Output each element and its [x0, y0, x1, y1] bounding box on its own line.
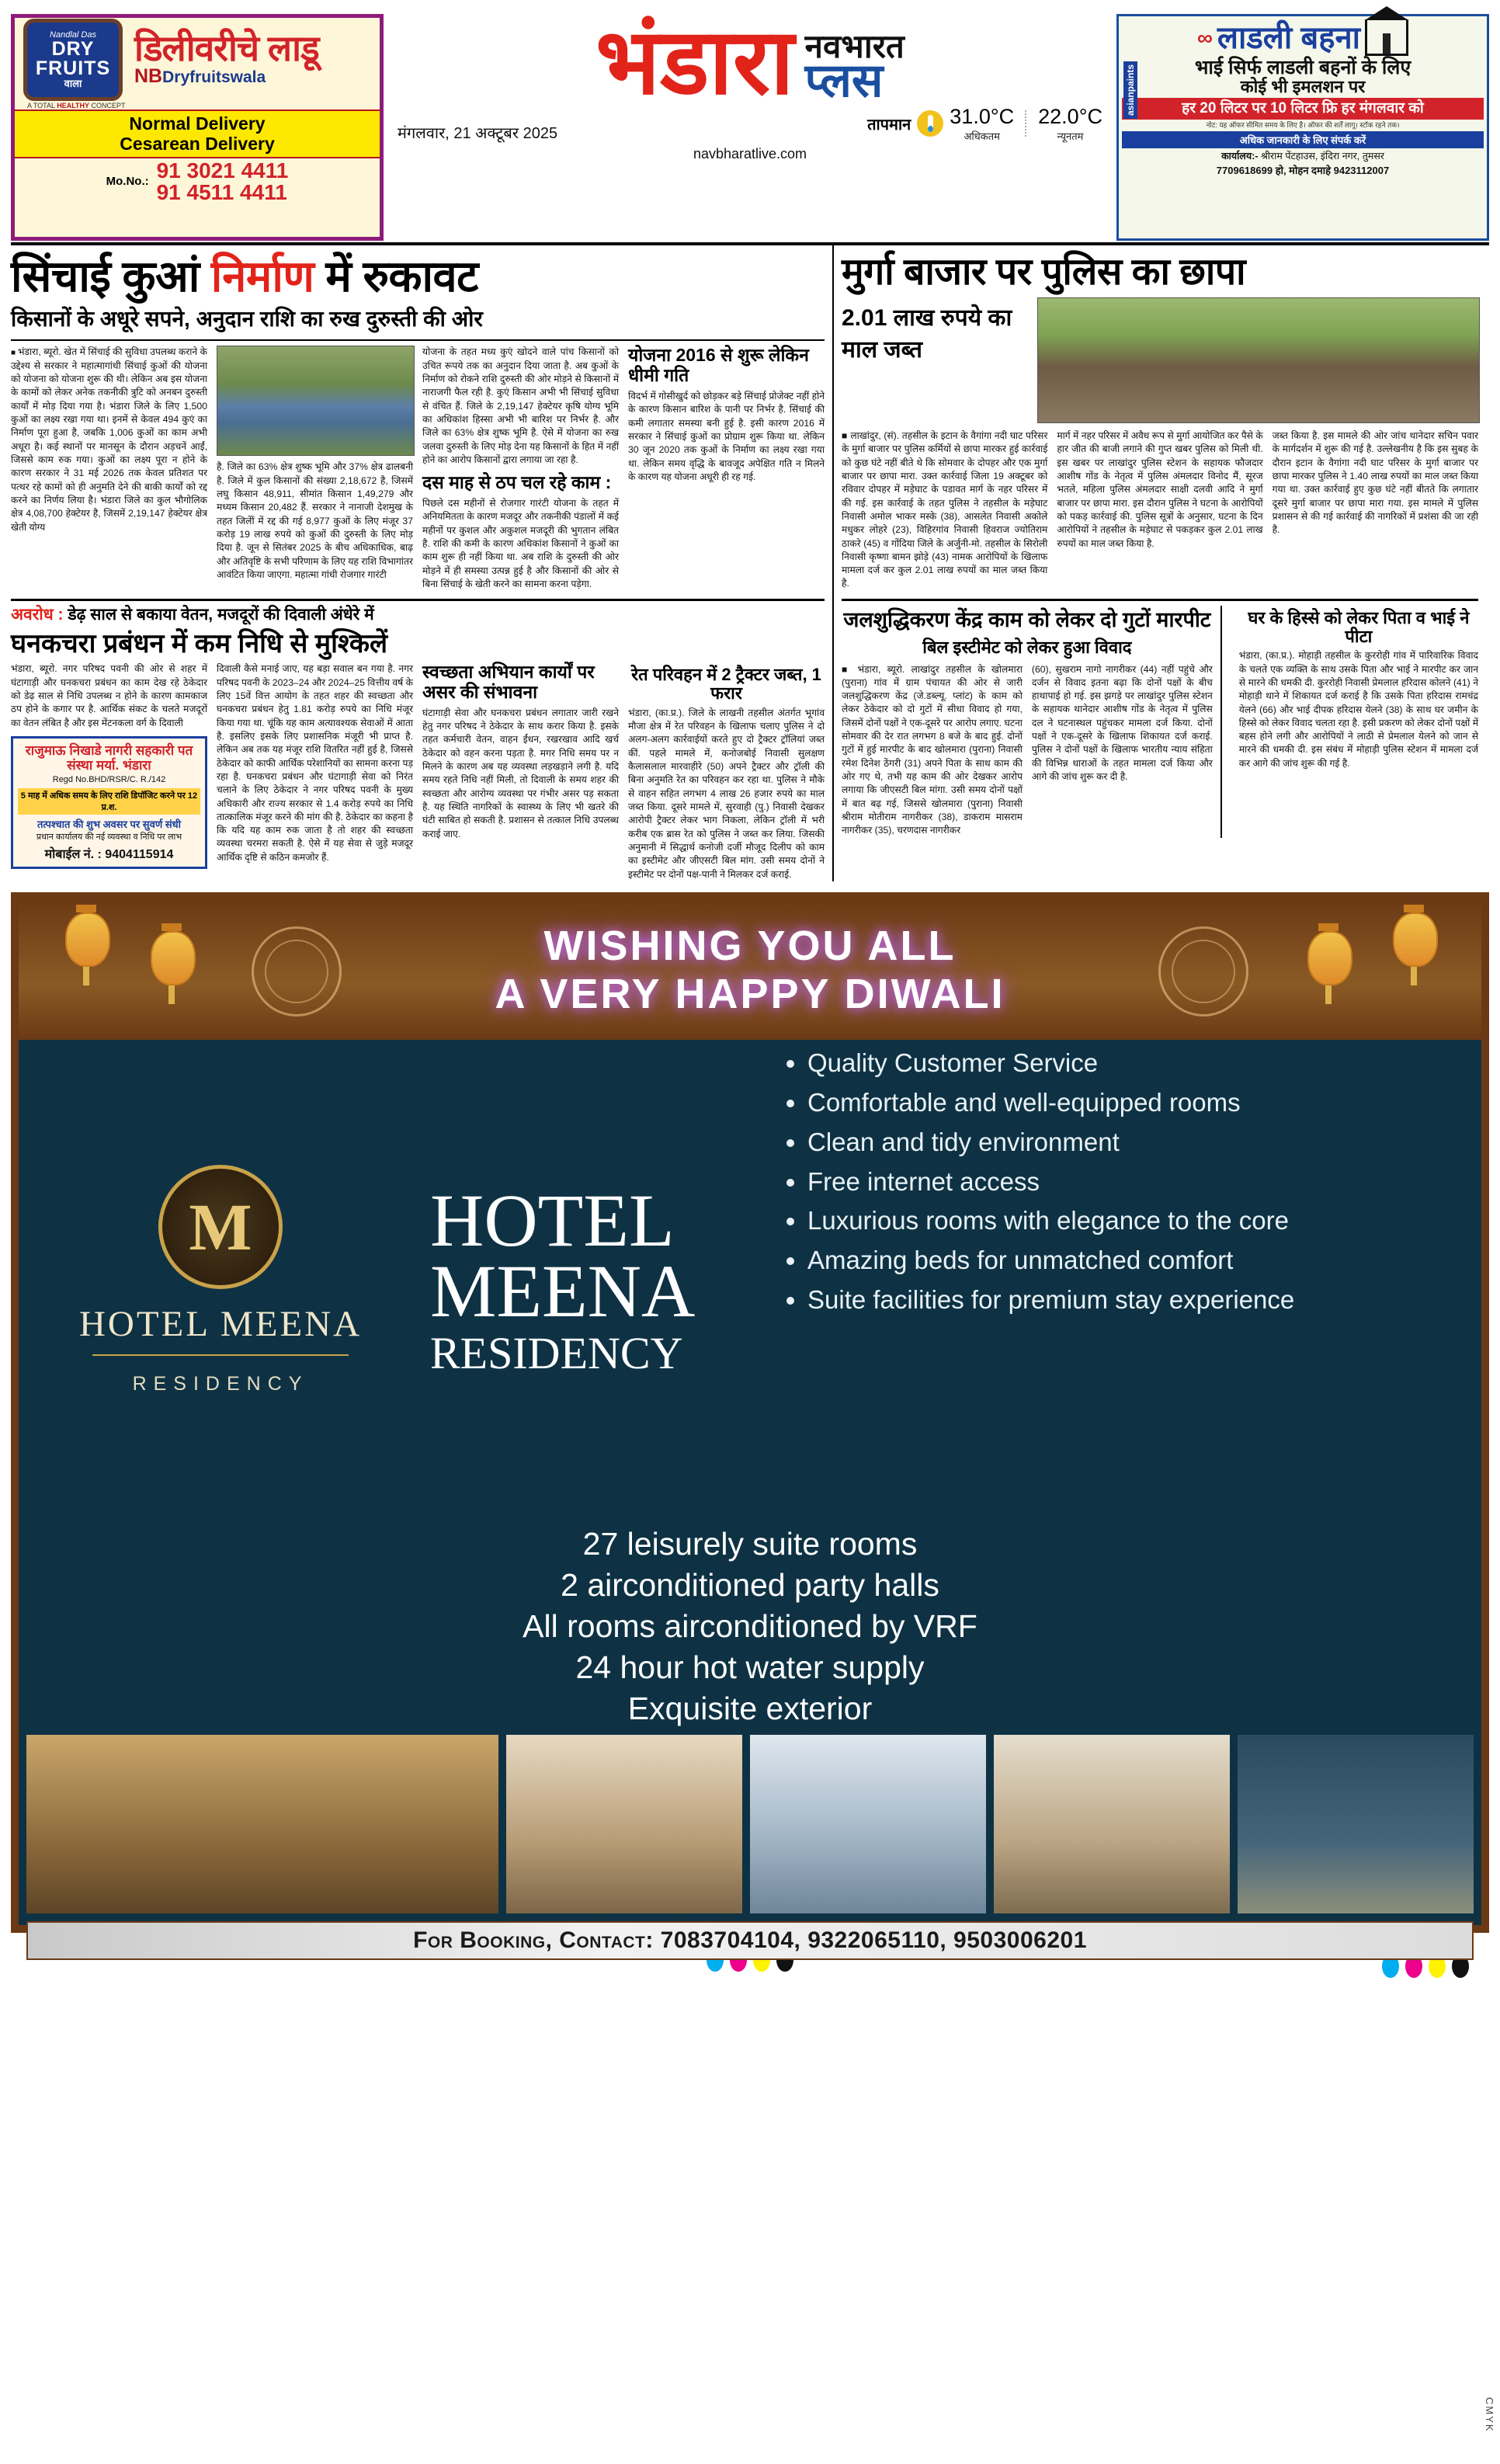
chicken-col-3 — [1273, 429, 1478, 591]
offer-line-2: Cesarean Delivery — [120, 134, 275, 155]
headline-highlight: निर्माण — [210, 252, 314, 301]
page-title: भंडारा — [595, 11, 794, 113]
ladli-line-1: भाई सिर्फ लाडली बहनों के लिए — [1194, 57, 1411, 78]
waste-box-title: स्वच्छता अभियान कार्यों पर असर की संभावना — [422, 662, 595, 702]
temperature-divider — [1025, 110, 1027, 137]
temperature-label: तापमान — [867, 116, 911, 134]
mandala-icon-right — [1158, 926, 1248, 1017]
patsanstha-phone-number[interactable]: 9404115914 — [105, 848, 174, 862]
feature-item: 24 hour hot water supply — [575, 1649, 925, 1685]
hotel-room-photo-1 — [506, 1735, 742, 1913]
patsanstha-line-1: 5 माह में अधिक समय के लिए राशि डिपॉजिट करने पर 12 प्र.श. — [18, 788, 200, 815]
lead-col-4 — [628, 346, 825, 591]
feature-item: All rooms airconditioned by VRF — [523, 1607, 977, 1644]
police-raid-photo — [1037, 297, 1480, 423]
ad-patsanstha[interactable] — [11, 736, 207, 870]
list-item: • Clean and tidy environment — [807, 1127, 1474, 1159]
ladli-title: लाडली बहना — [1217, 20, 1361, 55]
waste-col-3 — [422, 662, 619, 881]
masthead — [0, 0, 1500, 241]
concept-pre: A TOTAL — [27, 102, 57, 109]
list-item: • Free internet access — [807, 1166, 1474, 1198]
publication-date: मंगलवार, 21 अक्टूबर 2025 — [398, 124, 558, 142]
lead-col-2-text: है. जिले का 63% क्षेत्र शुष्क भूमि और 37% क्षेत्र ढालबनी है. जिले में कुल किसानों की संख्या 2,18,672 है, जिसमें लघु किसान 48,911, सीमांत किसान 1,49,279 और मध्यम किसान 20,482 हैं. सरकार ने नानाजी देशमुख के तहत जिलेों में रद्द की गई 8,977 कुओं के लिए मंजूर 37 करोड़ 19 लाख रुपये को कुओं की दुरुस्ती के लिए मोड़ दिया है. जून से सितंबर 2025 के बीच अधिकाधिक, बाढ़ और अतिवृष्टि के सभी परिणाम के लिए यह राशि विभागांतर आवंटित किया जाएगा. महात्मा गांधी रोजगार गारंटी — [217, 461, 413, 580]
chicken-lead: 2.01 लाख रुपये का माल जब्त — [842, 304, 1012, 363]
lead-col-3-text: योजना के तहत मध्य कुएं खोदने वाले पांच किसानों को उचित रूपये तक का अनुदान दिया जाता है. अब कुओं के निर्माण को रोकने राशि दुरुस्ती की ओर मोड़ने से किसानों में नाराजगी फैल रही है. कुएं किसान अभी भी सिंचाई सुविधा से वंचित हैं. जिले के 2,19,147 हेक्टेयर कृषि योग्य भूमि का अधिकांश हिस्सा अभी भी बारिश पर निर्भर है. और जिले का 63% क्षेत्र शुष्क भूमि है. ऐसे में योजना का रुख जलवा दुरुस्ती के लिए मोड़ देना यह किसानों के हित में नहीं होने का आरोप किसानों द्वारा लगाया जा रहा है. — [422, 346, 619, 465]
lead-story-headline — [11, 253, 825, 299]
monogram-letter: M — [189, 1190, 252, 1265]
waste-management-story — [11, 606, 825, 658]
sand-text: भंडारा, (का.प्र.). जिले के लाखनी तहसील अंतर्गत भूगांव मौजा क्षेत्र में रेत परिवहन के खिलाफ चलाए पुलिस ने दो अलग-अलग कार्रवाईयों करते हुए दो ट्रैक्टर ट्रॉलियां जब्त कीं. पहले मामले में, कनोजबोई निवासी सुलक्षण कैलासलाल मारवाहीरे (50) अपने ट्रैक्टर और ट्रॉली की बिना अनुमति रेत का परिवहन कर रहा था. पुलिस ने मौके से वाहन सहित लगभग 4 लाख 26 हजार रुपये का माल जब्त किया. दूसरे मामले में, सुरवाही (पु.) निवासी देखकर आरोपी ट्रैक्टर लेकर भाग निकला, लेकिन ट्रॉली में भरी करीब एक ब्रास रेत को पुलिस ने जब्त कर लिया. जिसकी अनुमानी में सिद्धार्थ कनोजी दर्जी मौजूद दिलीप को काम का इस्टीमेट और जीएसटी बिल मांग. उसी समय दोनों ने इस्टीमेट पर दोनों पक्ष-पानी ने मिलकर दर्ज कराई. — [628, 707, 825, 880]
water-plant-story — [842, 606, 1222, 838]
hotel-lobby-photo — [26, 1735, 498, 1913]
water-col-1 — [842, 663, 1023, 838]
masthead-center — [391, 11, 1109, 241]
chicken-lead-wrap — [842, 297, 1028, 423]
hotel-room-photo-2 — [750, 1735, 986, 1913]
lantern-icon-left — [65, 905, 107, 979]
chicken-top-row — [842, 297, 1478, 423]
ad-left-top-row — [15, 18, 380, 102]
ladli-offer: हर 20 लिटर पर 10 लिटर फ्रि हर मंगलवार को — [1122, 98, 1484, 120]
lower-left-columns — [11, 662, 825, 881]
water-col-2-text: (60), सुखराम नागो नागरीकर (44) नहीं पहुंचे और दर्जन से विवाद इतना बढ़ा कि दोनों पक्षों के बीच हाथापाई हो गई. इस झगड़े पर लाखांदुर पुलिस स्टेशन के सहायक थानेदार आशीष गोंड के नेतृत्व में पुलिस दल ने घटनास्थल पहुंचकर मामला दर्ज किया. दोनों पक्षों ने एक-दूसरे के खिलाफ शिकायत दर्ज कराई. पुलिस ने दोनों पक्षों के खिलाफ भारतीय न्याय संहिता की विभिन्न धाराओं के तहत मामला दर्ज किया और आगे की जांच शुरू कर दी है. — [1031, 663, 1213, 783]
main-content — [0, 245, 1500, 881]
hotel-booking-bar[interactable] — [26, 1921, 1474, 1960]
water-col-2 — [1032, 663, 1213, 838]
website-url[interactable]: navbharatlive.com — [693, 145, 807, 162]
logo-divider — [92, 1354, 349, 1356]
house-dispute-story — [1231, 606, 1478, 838]
headline-part1: सिंचाई कुआं — [11, 252, 211, 301]
hotel-logo-sub: RESIDENCY — [132, 1373, 309, 1395]
ad-hotel-meena-residency[interactable] — [11, 892, 1489, 1953]
masthead-meta-row — [391, 105, 1109, 143]
divider-3 — [842, 599, 1478, 601]
irrigation-well-photo — [217, 346, 415, 456]
ladli-office — [1122, 150, 1484, 162]
hotel-monogram-icon — [158, 1165, 283, 1289]
waste-col-1 — [11, 662, 207, 881]
sand-story — [628, 662, 825, 881]
brand-line1: DRY — [51, 38, 95, 60]
cmyk-label: CMYK — [1484, 2397, 1495, 2433]
left-section — [11, 245, 834, 881]
house-brush-icon — [1365, 19, 1408, 56]
patsanstha-line-3: प्रधान कार्यालय की नई व्यवस्था व निधि पर लाभ — [36, 832, 182, 842]
booking-contact-text[interactable]: For Booking, Contact: 7083704104, 9322065110, 9503006201 — [413, 1927, 1087, 1953]
waste-col-2-text: दिवाली कैसे मनाई जाए, यह बड़ा सवाल बन गया है. नगर परिषद पवनी के 2023–24 और 2024–25 वित्तीय वर्ष के लिए 15वें वित्त आयोग के तहत शहर की स्वच्छता और घनकचरा प्रबंधन हेतु 1.81 करोड़ रुपये का निधि मंजूर किया गया था. चूंकि यह काम अत्यावश्यक सेवाओं में आता है. इसलिए इसके लिए प्रशासनिक मंजूरी भी प्राप्त है. लेकिन अब तक यह मंजूर राशि वितरित नहीं हुई है, जिससे ठेकेदार को काफी आर्थिक परेशानियों का सामना करना पड़ रहा है. घनकचरा प्रबंधन और घंटागाड़ी सेवा को निरंत चलाने के लिए ठेकेदार ने नगर परिषद पवनी के मुख्य अधिकारी और राज्य सरकार से 1.4 करोड़ रुपये का निधि तात्कालिक मंजूर करने की मांग की है. ठेकेदार का कहना है कि यदि यह काम रुक जाता है तो शहर की स्वच्छता व्यवस्था चरमरा सकती है. ऐसे में यह सेवा से जुड़े मजदूर आर्थिक दृष्टि से कठिन कमजोर हैं. — [217, 663, 413, 863]
lead-box1-text: विदर्भ में गोसीखुर्द को छोड़कर बड़े सिंचाई प्रोजेक्ट नहीं होने के कारण किसान बारिश के पानी पर निर्भर है. सिंचाई की कमी लगातार समस्या बनी हुई है. इसी कारण 2016 में सरकार ने सिंचाई कुओं का प्रोग्राम शुरू किया था. लेकिन 30 जून 2020 तक कुओं के निर्माण का लक्ष्य रखा गया था. लेकिन समय वृद्धि के बावजूद अपेक्षित गति न मिलने के कारण यह योजना अधूरी ही रह गई. — [628, 390, 825, 482]
ad-top-left-dryfruits[interactable] — [11, 14, 384, 241]
asianpaints-logo-icon: ∞ — [1196, 25, 1213, 50]
patsanstha-title: राजुमाऊ निखाडे नागरी सहकारी पत संस्था मर्या. भंडारा — [25, 742, 193, 773]
waste-kicker-red: अवरोध : — [11, 606, 64, 624]
hotel-logo-block — [19, 1040, 422, 1521]
ad-top-right-ladli-bahna[interactable] — [1116, 14, 1489, 241]
waste-box-text: घंटागाड़ी सेवा और घनकचरा प्रबंधन लगातार जारी रखने हेतु नगर परिषद ने ठेकेदार के साथ करार किया है. इसके तहत कर्मचारी वेतन, वाहन ईंधन, रखरखाव आदि खर्च ठेकेदार को वहन करना पड़ता है. मगर निधि समय पर न मिलने के कारण अब यह व्यवस्था लड़खड़ाने लगी है. यदि समय रहते निधि नहीं मिली, तो दिवाली के समय शहर की स्वच्छता और आरोग्य व्यवस्था पर गंभीर असर पड़ सकता है. यह स्थिति नागरिकों के स्वास्थ्य के लिए भी खतरे की घंटी साबित हो सकती है. प्रशासन से तत्काल निधि उपलब्ध कराई जाए. — [422, 707, 619, 839]
diwali-wish — [495, 922, 1005, 1018]
hotel-features — [19, 1521, 1481, 1727]
hotel-title-line-1: HOTEL — [430, 1178, 675, 1262]
ad-phone-block[interactable] — [15, 158, 380, 205]
temperature-max-caption: अधिकतम — [964, 130, 1000, 142]
right-lower-row — [842, 606, 1478, 838]
divider-2 — [11, 599, 825, 601]
feature-item: Exquisite exterior — [627, 1690, 873, 1726]
list-item: • Quality Customer Service — [807, 1048, 1474, 1079]
ad-offer-block — [15, 109, 380, 158]
lead-box2-text: पिछले दस महीनों से रोजगार गारंटी योजना के तहत में अनियमितता के कारण मजदूर और तकनीकी पंडालों में कई महीनों पर कुशल और अकुशल मजदूरी की भुगतान लंबित है. राशि की कमी के कारण अधिकांश किसानों ने कुओं का काम शुरू ही नहीं किया था. अब राशि के दुरुस्ती की ओर मोड़ने में ही समस्या उत्पन्न हुई है और किसानों की ओर से बिना सिंचाई के खेती करने का सामना करना पड़ेगा. — [422, 498, 619, 590]
water-col-1-text: ■ भंडारा, ब्यूरो. लाखांदुर तहसील के खोलमारा (पुराना) गांव में ग्राम पंचायत की ओर से जारी जलशुद्धिकरण केंद्र (जे.डब्ल्यू. प्लांट) के काम को लेकर ठेकेदार को दो गुटों में सीधा विवाद हो गया, जिसमें दोनों पक्षों ने एक-दूसरे पर आरोप लगाए. घटना सोमवार की देर रात लगभग 8 बजे के बाद हुई. दोनों गुटों में हुई मारपीट के बाद खोलमारा (पुराना) निवासी रमेश दिनेश ठेंगरी (31) अपने पिता के साथ काम की ओर गए थे, तभी यह काम की ओर देखकर आरोप लगाया कि जीएसटी बिल मांगा. उसी समय दोनों पक्षों में बात बढ़ गई, जिससे खोलमारा (पुराना) निवासी श्रीराम मोतीराम नागरीकर (38), डाकराम मासराम नागरीकर (35), चरणदास नागरीकर — [842, 663, 1023, 836]
office-address: श्रीराम पेंटहाउस, इंदिरा नगर, तुमसर — [1260, 151, 1384, 162]
chicken-market-headline: मुर्गा बाजार पर पुलिस का छापा — [842, 252, 1246, 293]
hotel-logo-name: HOTEL MEENA — [78, 1304, 363, 1345]
ad-headline-marathi: डिलीवरीचे लाडू — [134, 27, 319, 68]
diwali-banner — [19, 900, 1481, 1040]
feature-item: 27 leisurely suite rooms — [582, 1525, 918, 1562]
mandala-icon-left — [252, 926, 342, 1017]
list-item: • Amazing beds for unmatched comfort — [807, 1245, 1474, 1277]
house-text: भंडारा, (का.प्र.). मोहाड़ी तहसील के कुररोही गांव में पारिवारिक विवाद के चलते एक व्यक्ति के साथ उसके पिता और भाई ने मारपीट कर जान से मारने की धमकी दी. कुररोही निवासी प्रेमलाल हरिदास कोलने (41) ने मोहाड़ी थाने में शिकायत दर्ज कराई है कि उसके पिता हरिदास रामचंद्र येलने (66) और भाई दीपक हरिदास येलने (38) के साथ घर जमीन के हिस्से को लेकर विवाद चलता रहा है. इसी प्रकरण को लेकर दोनों पक्षों में बहस होने लगी और आरोपियों ने लाठी से प्रेमलाल येलने को जान से मारने की धमकी दी. इस संबंध में मोहाड़ी पुलिस स्टेशन में मामला दर्ज कर आगे की जांच शुरू की गई है. — [1238, 650, 1478, 769]
brand-line2: FRUITS — [35, 57, 111, 79]
lantern-icon-right — [1393, 905, 1435, 979]
lead-col-3 — [422, 346, 619, 591]
phone-number-2[interactable]: 91 4511 4411 — [156, 179, 287, 204]
offer-line-1: Normal Delivery — [129, 113, 266, 134]
temperature-min-value: 22.0°C — [1038, 104, 1102, 128]
chicken-photo-wrap — [1037, 297, 1478, 423]
patsanstha-regd: Regd No.BHD/RSR/C. R./142 — [52, 774, 166, 784]
temperature-max-value: 31.0°C — [950, 104, 1015, 128]
concept-bold: HEALTHY — [57, 102, 90, 109]
waste-kicker — [11, 606, 825, 624]
waste-col-2 — [217, 662, 413, 881]
brand-hindi: वाला — [64, 78, 82, 89]
water-lead: बिल इस्टीमेट को लेकर हुआ विवाद — [922, 637, 1132, 657]
hotel-title-line-2: MEENA — [430, 1249, 696, 1333]
dryfruits-shield — [23, 19, 123, 101]
chicken-columns — [842, 429, 1478, 591]
lead-story-columns — [11, 346, 825, 591]
hotel-photo-strip — [19, 1727, 1481, 1921]
waste-kicker-rest: डेढ़ साल से बकाया वेतन, मजदूरों की दिवाली अंधेरे में — [63, 606, 374, 624]
lead-box1-title: योजना 2016 से शुरू लेकिन धीमी गति — [628, 345, 809, 386]
patsanstha-line-2: तत्पश्चात की शुभ अवसर पर सुवर्ण संधी — [36, 818, 181, 830]
chicken-col-2 — [1057, 429, 1262, 591]
concept-post: CONCEPT — [89, 102, 126, 109]
wish-line-1: WISHING YOU ALL — [543, 922, 957, 969]
patsanstha-phone-label: मोबाईल नं. : — [44, 848, 102, 862]
dryfruits-badge — [15, 18, 131, 102]
office-label: कार्यालय:- — [1221, 151, 1259, 162]
ladli-cta[interactable]: अधिक जानकारी के लिए संपर्क करें — [1122, 131, 1484, 148]
masthead-subtitle — [804, 28, 905, 106]
ladli-fineprint: नोट: यह ऑफर सीमित समय के लिए है। ऑफर की शर्तें लागू। स्टॉक रहने तक। — [1206, 121, 1400, 130]
feature-item: 2 airconditioned party halls — [561, 1566, 939, 1603]
lead-col-1-text: ■ भंडारा, ब्यूरो. खेत में सिंचाई की सुविधा उपलब्ध कराने के उद्देश्य से सरकार ने महात्मागांधी सिंचाई कुओं की योजना को योजना को योजना शुरू की थी। लेकिन अब इस योजना के कामों को लेकर अनेक तकनीकी त्रुटि को अनबन दुरुस्ती कार्यों में मोड़ दिया गया है। भंडारा जिले के लिए 1,500 कुओं का लक्ष्य रखा गया था। इनमें से केवल 494 कुएं का निर्माण पूरा हुआ है, जबकि 1,006 कुओं का काम अभी अधूरा है। कई स्थानों पर मानसून के दौरान अड़चनें आईं, जिससे काम रुक गया। कुओं का लक्ष्य पूरा न होने के कारण सरकार ने 31 मई 2026 तक केवल प्रतिशत पर पत्थर रहे कामों को ही अनुमति देने की बाकी कार्यों को रद्द करने का निर्णय लिया है। भंडारा जिले का कुल भौगोलिक क्षेत्र 4,08,700 हेक्टेयर है, जिसमें 2,19,147 हेक्टेयर क्षेत्र खेती योग्य — [11, 346, 207, 534]
water-columns — [842, 663, 1213, 838]
thermometer-icon — [917, 110, 943, 137]
masthead-subtitle-line2: प्लस — [804, 54, 884, 106]
lead-story-subhead: किसानों के अधूरे सपने, अनुदान राशि का रुख दुरुस्ती की ओर — [11, 307, 483, 332]
phone-number-1[interactable]: 91 3021 4411 — [156, 158, 289, 182]
dryfruits-headline-block — [131, 18, 380, 102]
headline-part2: में रुकावट — [314, 252, 478, 301]
water-headline: जलशुद्धिकरण केंद्र काम को लेकर दो गुटों मारपीट — [843, 607, 1211, 631]
company-rest: Dryfruitswala — [162, 68, 266, 87]
hotel-building-photo — [1238, 1735, 1474, 1913]
hotel-main-row — [19, 1040, 1481, 1521]
right-section — [834, 245, 1478, 881]
temperature-min-caption: न्यूनतम — [1057, 130, 1084, 142]
divider — [11, 339, 825, 341]
hotel-big-title — [422, 1040, 764, 1521]
list-item: • Comfortable and well-equipped rooms — [807, 1087, 1474, 1119]
ladli-title-row — [1122, 19, 1484, 56]
house-headline: घर के हिस्से को लेकर पिता व भाई ने पीटा — [1248, 607, 1470, 646]
chicken-col-3-text: जब्त किया है. इस मामले की ओर जांच थानेदार सचिन पवार के मार्गदर्शन में शुरू की गई है. उल्लेखनीय है कि इस सुबह के दौरान इटान के वैगांगा नदी घाट परिसर के मुर्गा बाजार पर छापा मारकर पुलिस ने 1.40 लाख रुपयों का माल जब्त किया गया था. उक्त कार्रवाई हुए कुछ घंटे नहीं बीतते कि लगातार दूसरे मुर्गा बाजार पर छापा मारा गया. इस मामले में पुलिस प्रशासन से की गई कार्रवाई की नागरिकों में प्रशंसा की जा रही है. — [1272, 429, 1478, 536]
list-item: • Luxurious rooms with elegance to the core — [807, 1205, 1474, 1237]
hotel-room-photo-3 — [994, 1735, 1230, 1913]
lantern-icon-left-2 — [151, 923, 193, 998]
list-item: • Suite facilities for premium stay experience — [807, 1284, 1474, 1316]
lantern-icon-right-2 — [1307, 923, 1349, 998]
phone-label: Mo.No.: — [106, 175, 149, 189]
ladli-line-2: कोई भी इमलशन पर — [1240, 77, 1366, 97]
hotel-bullets — [764, 1040, 1481, 1521]
ad-concept-tagline — [15, 102, 380, 109]
masthead-subtitle-line1: नवभारत — [804, 28, 905, 65]
chicken-col-1-text: ■ लाखांदुर, (सं). तहसील के इटान के वैगांगा नदी घाट परिसर के मुर्गा बाजार पर पुलिस कर्मियों से छापा मारकर हुई कार्रवाई को कुछ घंटे नहीं बीते थे कि सोमवार के दोपहर और एक मुर्गा बाजार पर छापा मारा. उक्त कार्रवाई जिला 19 अक्टूबर को रविवार दोपहर में मड़ेघाट के पडावत मार्ग के नहर परिसर में की गई. इस कार्रवाई के तहत पुलिस ने तहसील के मड़ेघाट निवासी अमोल भाकर मस्के (38), आसलेत निवासी अकोले मधुकर लोहरे (23), विहिरगांव निवासी हिवराज ज्योतिराम ठाकरे (45) व गोंदिया जिले के अर्जुनी-मो. तहसील के सिरोली निवासी कृष्णा बामन झोड़े (43) नामक आरोपियों के खिलाफ मामला दर्ज कर कुल 2.01 लाख रुपयों का माल जब्त किया है. — [842, 429, 1048, 589]
patsanstha-phone[interactable] — [18, 845, 200, 862]
company-initials: NB — [134, 65, 163, 88]
temperature-widget — [867, 105, 1102, 143]
lead-box2-title: दस माह से ठप चल रहे काम : — [422, 472, 612, 493]
hotel-bullet-list — [784, 1048, 1474, 1316]
wish-line-2: A VERY HAPPY DIWALI — [495, 970, 1005, 1017]
chicken-col-2-text: मार्ग में नहर परिसर में अवैध रूप से मुर्गा आयोजित कर पैसे के हार जीत की बाजी लगाने की गुप्त खबर पुलिस को मिली थी. इस खबर पर लाखांदुर पुलिस स्टेशन के सहायक फौजदार आशीष गोंड के नेतृत्व में पुलिस अंमलदार विनोद मैं, सूरज भतले, महिला पुलिस अंमलदार साक्षी दलवी आदि ने मुर्गा बाजार पर छापा मारा. इस दौरान पुलिस ने घटना के आरोपियों को पकड़ कार्रवाई की. पुलिस सूत्रों के अनुसार, घटना के दिन आरोपियों ने तहसील के मड़ेघाट से पकड़कर कुल 2.01 लाख रुपयों का माल जब्त किया है. — [1057, 429, 1263, 549]
ladli-phones[interactable]: 7709618699 हो, मोहन दमाहे 9423112007 — [1216, 164, 1390, 176]
waste-headline: घनकचरा प्रबंधन में कम निधि से मुश्किलें — [11, 628, 388, 659]
lead-col-1 — [11, 346, 207, 591]
brand-small-text: Nandlal Das — [50, 30, 96, 40]
ad-company-name — [134, 65, 380, 88]
asianpaints-brand-tag: asianpaints — [1123, 61, 1137, 119]
chicken-col-1 — [842, 429, 1047, 591]
masthead-title-row — [595, 11, 905, 113]
lead-col-2 — [217, 346, 413, 591]
waste-col-1-text: भंडारा, ब्यूरो. नगर परिषद पवनी की ओर से शहर में घंटागाड़ी और घनकचरा प्रबंधन का काम देख रहे ठेकेदार को डेढ़ साल से निधि उपलब्ध न होने के कारण कामकाज ठप होने के कगार पर है. आर्थिक संकट के चलते मजदूरों का वेतन लंबित है और इस मेंटनकला वर्ग के दिवाली — [11, 663, 207, 728]
sand-headline: रेत परिवहन में 2 ट्रैक्टर जब्त, 1 फरार — [631, 665, 821, 704]
hotel-title-line-3: RESIDENCY — [430, 1328, 683, 1379]
